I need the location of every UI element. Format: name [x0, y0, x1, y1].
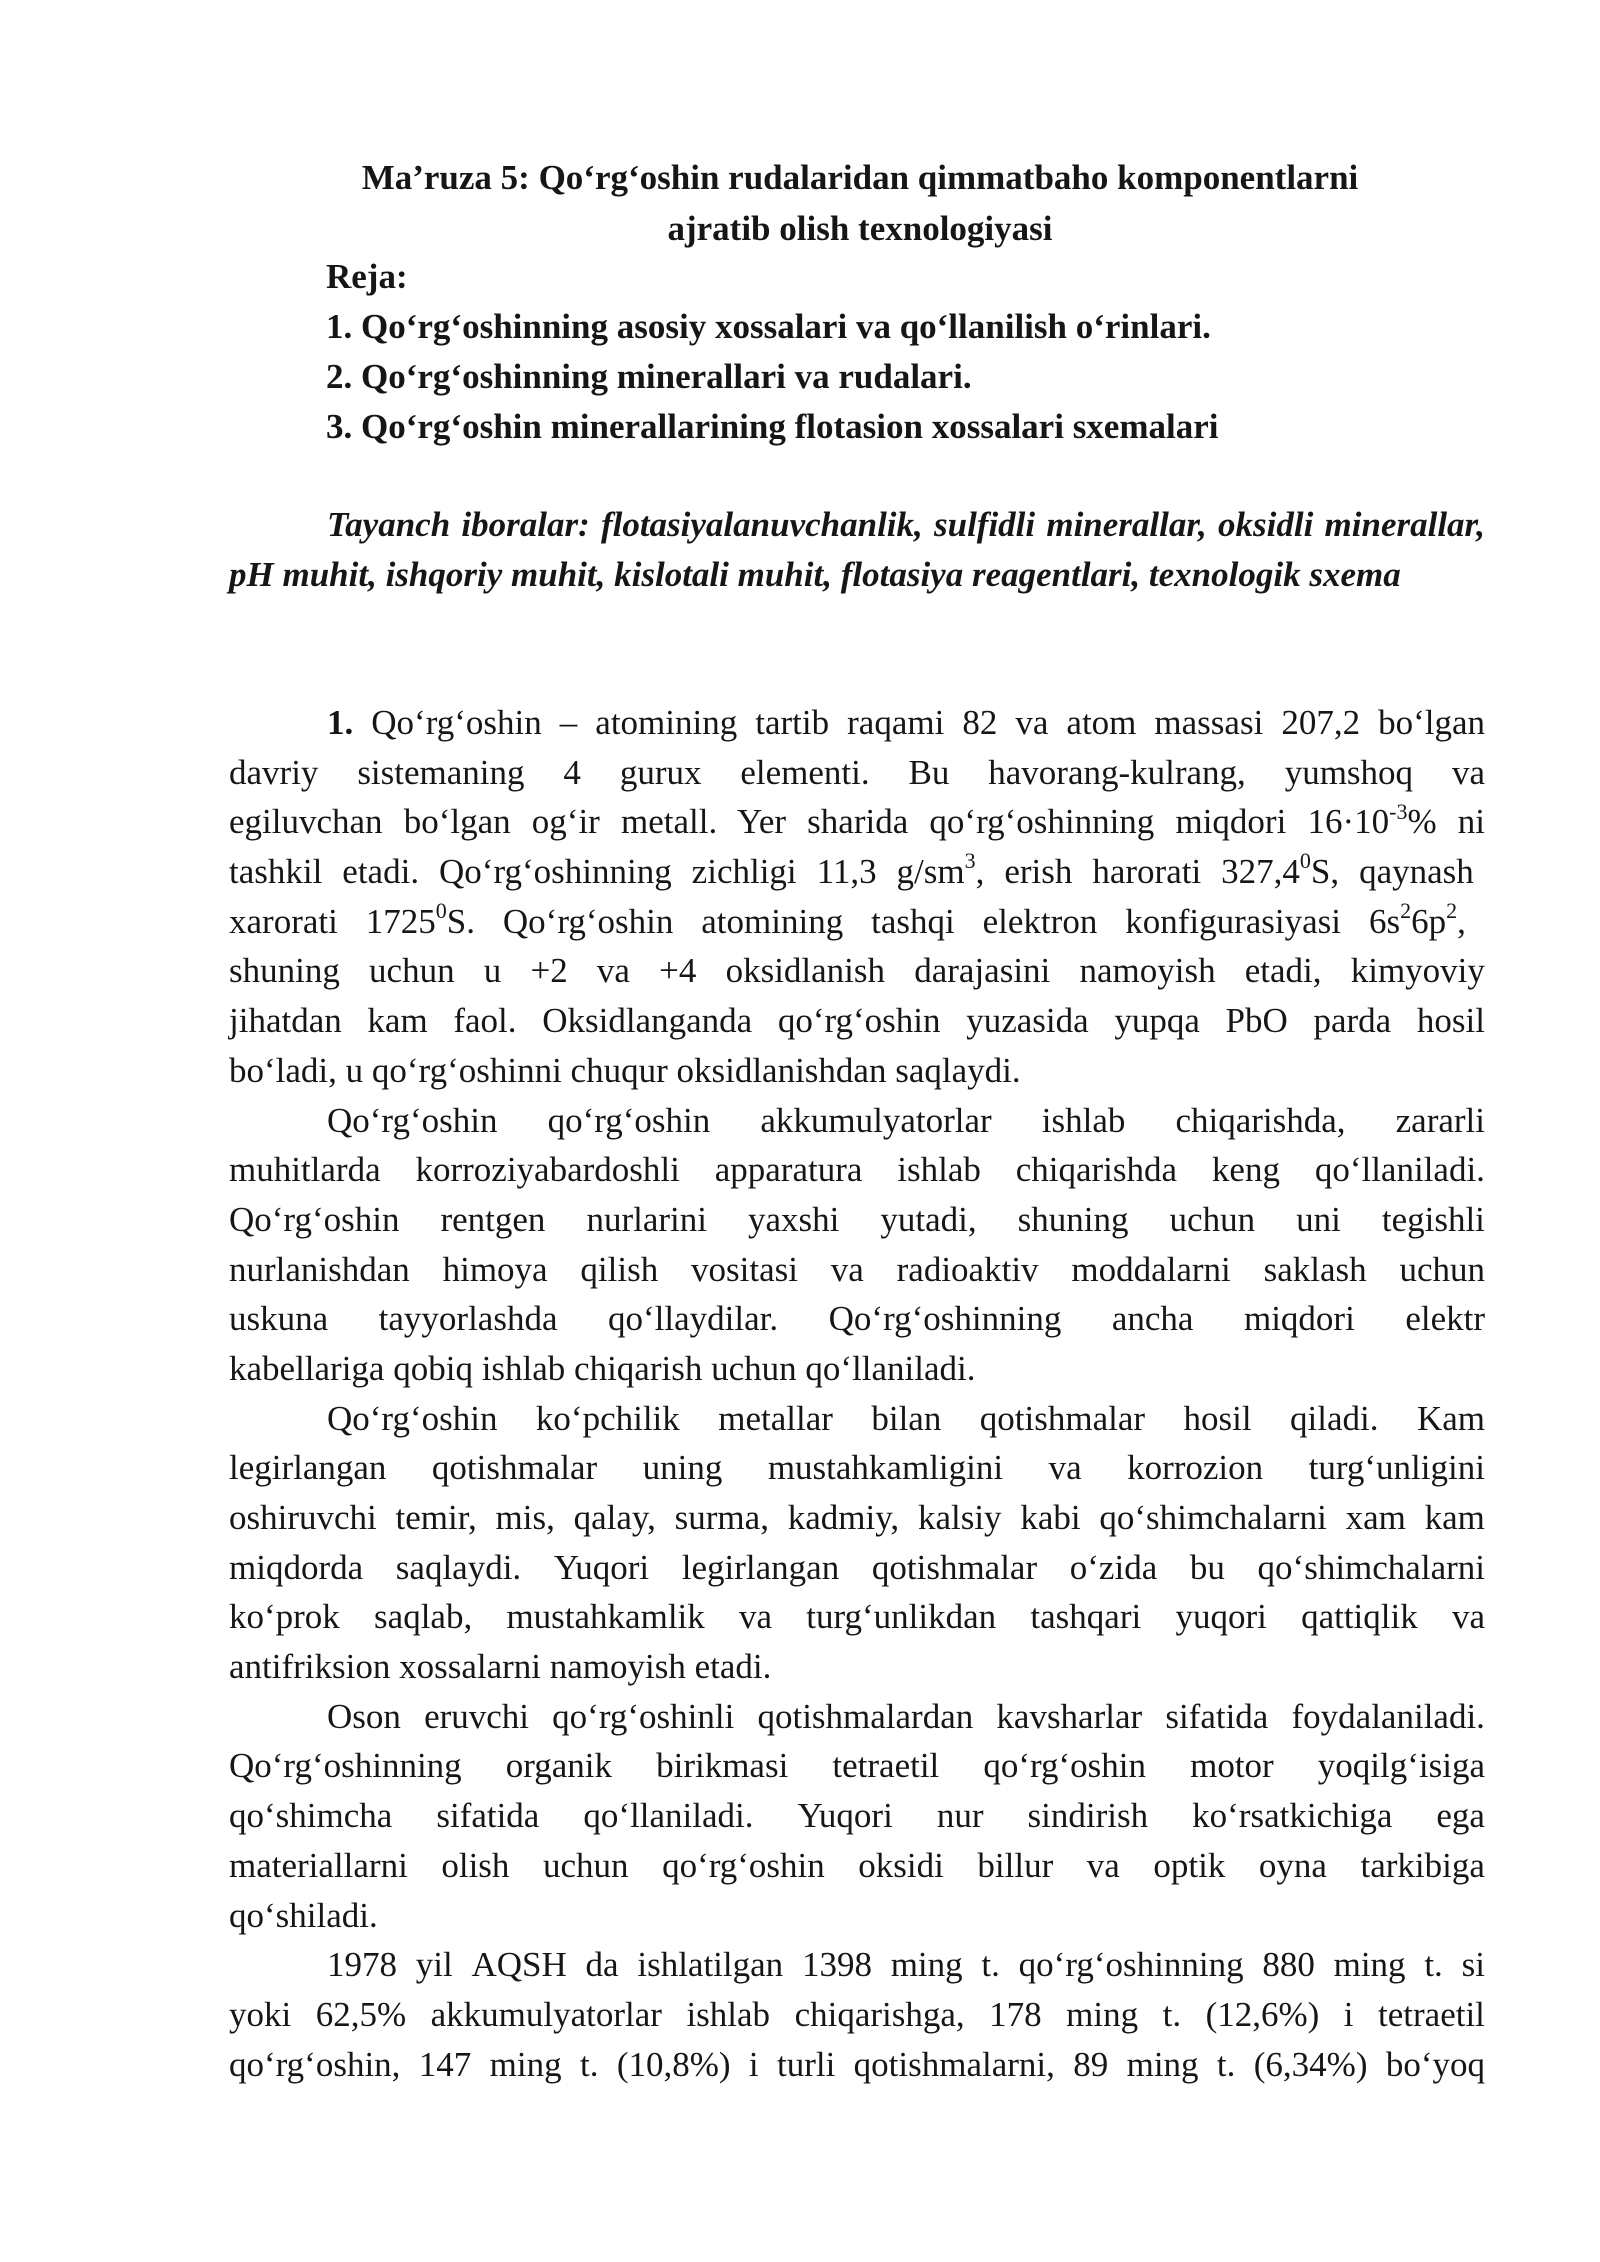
word: saqlaydi. — [395, 1547, 522, 1587]
word: hosil — [1183, 1398, 1252, 1438]
word: Yuqori — [553, 1547, 650, 1587]
word: saqlab, — [374, 1597, 473, 1637]
word: qo‘rg‘oshinning — [1018, 1945, 1244, 1985]
word: Kam — [1416, 1398, 1485, 1438]
word: muhitlarda — [229, 1150, 381, 1190]
line-text: , erish harorati 327,4 — [975, 852, 1300, 892]
line-text: 6p — [1411, 901, 1447, 941]
word: uning — [642, 1448, 723, 1488]
word: t. — [1424, 1945, 1443, 1985]
word: Bu — [908, 752, 950, 792]
word: elektr — [1405, 1299, 1485, 1339]
word: ko‘prok — [229, 1597, 340, 1637]
keywords-paragraph: Tayanch iboralar: flotasiyalanuvchanlik, sulfidli minerallar, oksidli minerallar, pH muhit, ishqoriy muhit, kislotali muhit, flotasiya reagentlari, texnologik sxema — [229, 505, 1485, 594]
word: qotishmalardan — [757, 1696, 974, 1736]
word: shuning — [1017, 1199, 1129, 1239]
word: shuning — [229, 951, 340, 991]
word: Oson — [327, 1696, 401, 1736]
word: chiqarishda — [1015, 1150, 1178, 1190]
word: o‘zida — [1069, 1547, 1158, 1587]
body-text — [229, 698, 1485, 2089]
word: billur — [977, 1845, 1054, 1885]
word: qo‘rg‘oshin — [777, 1001, 941, 1041]
word: eruvchi — [424, 1696, 530, 1736]
word: sifatida — [1165, 1696, 1269, 1736]
title-line-2: ajratib olish texnologiyasi — [667, 209, 1053, 248]
word: etadi, — [1244, 951, 1322, 991]
word: akkumulyatorlar — [760, 1100, 992, 1140]
word: gurux — [619, 752, 702, 792]
word: 178 — [989, 1994, 1042, 2034]
word: yuqori — [1175, 1597, 1267, 1637]
word: uchun — [1399, 1249, 1485, 1289]
word: va — [1451, 1597, 1485, 1637]
word: foydalaniladi. — [1291, 1696, 1485, 1736]
word: optik — [1153, 1845, 1226, 1885]
word: ishlab — [897, 1150, 981, 1190]
word: korroziyabardoshli — [415, 1150, 680, 1190]
word: faol. — [453, 1001, 517, 1041]
word: (6,34%) — [1253, 2044, 1368, 2084]
word: vositasi — [691, 1249, 798, 1289]
word: tetraetil — [832, 1746, 940, 1786]
word: sifatida — [436, 1796, 540, 1836]
word: legirlangan — [681, 1547, 840, 1587]
word: tayyorlashda — [378, 1299, 558, 1339]
word: namoyish — [1079, 951, 1216, 991]
word: ming — [489, 2044, 562, 2084]
word: sistemaning — [357, 752, 525, 792]
word: oyna — [1258, 1845, 1327, 1885]
word: turg‘unlikdan — [806, 1597, 997, 1637]
word: t. — [981, 1945, 1000, 1985]
word: qo‘llaniladi. — [583, 1796, 754, 1836]
word: kam — [1424, 1498, 1485, 1537]
word: 1978 — [327, 1945, 397, 1985]
text-line — [229, 1245, 1485, 1295]
word: mis, — [495, 1498, 555, 1537]
word: akkumulyatorlar — [430, 1994, 662, 2034]
word: si — [1461, 1945, 1485, 1985]
word: kadmiy, — [787, 1498, 900, 1537]
word: va — [739, 1597, 773, 1637]
word: kalsiy — [917, 1498, 1002, 1537]
word: kimyoviy — [1350, 951, 1485, 991]
word: mustahkamlik — [506, 1597, 705, 1637]
word: qo‘shimcha — [229, 1796, 393, 1836]
word: va — [1451, 752, 1485, 792]
word: qo‘rg‘oshinli — [552, 1696, 735, 1736]
word: ishlab — [1041, 1100, 1126, 1140]
word: Qo‘rg‘oshinning — [828, 1299, 1062, 1339]
word: jihatdan — [229, 1001, 342, 1041]
word: darajasini — [914, 951, 1051, 991]
line-text: S. Qo‘rg‘oshin atomining tashqi elektron konfigurasiyasi 6s — [446, 901, 1401, 941]
text-line — [229, 1592, 1485, 1642]
word: bilan — [871, 1398, 942, 1438]
text-line — [229, 1741, 1485, 1791]
word: i — [1343, 1994, 1354, 2034]
text-line — [229, 748, 1485, 798]
word: keng — [1211, 1150, 1280, 1190]
word: 1398 — [801, 1945, 872, 1985]
word: xam — [1345, 1498, 1406, 1537]
section-number: 1. — [327, 703, 354, 742]
line-text: bo‘ladi, u qo‘rg‘oshinni chuqur oksidlanishdan saqlaydi. — [229, 1050, 1021, 1090]
word: yaxshi — [748, 1199, 840, 1239]
word: bu — [1189, 1547, 1225, 1587]
word: Qo‘rg‘oshin — [229, 1199, 400, 1239]
text-line — [229, 698, 1485, 748]
title-line-1: Ma’ruza 5: Qo‘rg‘oshin rudalaridan qimmatbaho komponentlarni — [361, 158, 1359, 197]
word: +2 — [530, 951, 568, 991]
word: radioaktiv — [896, 1249, 1039, 1289]
word: i — [748, 2044, 759, 2084]
word: 62,5% — [315, 1994, 407, 2034]
text-line — [229, 946, 1485, 996]
word: AQSH — [471, 1945, 567, 1985]
word: qotishmalar — [431, 1448, 598, 1488]
word: yoqilg‘isiga — [1317, 1746, 1485, 1786]
word: nurlarini — [586, 1199, 707, 1239]
word: qo‘llaniladi. — [1314, 1150, 1485, 1190]
word: legirlangan — [229, 1448, 387, 1488]
word: qalay, — [573, 1498, 656, 1537]
word: qo‘rg‘oshin — [983, 1746, 1147, 1786]
word: (10,8%) — [616, 2044, 731, 2084]
word: davriy — [229, 752, 319, 792]
word: Oksidlanganda — [542, 1001, 753, 1041]
word: qattiqlik — [1301, 1597, 1418, 1637]
word: apparatura — [714, 1150, 863, 1190]
text-line — [229, 1791, 1485, 1841]
line-text: egiluvchan bo‘lgan og‘ir metall. Yer sharida qo‘rg‘oshinning miqdori 16·10 — [229, 802, 1390, 842]
word: u — [483, 951, 502, 991]
word: qo‘rg‘oshin — [662, 1845, 825, 1885]
word: organik — [505, 1746, 613, 1786]
word: va — [830, 1249, 864, 1289]
word: himoya — [442, 1249, 548, 1289]
word: sindirish — [1027, 1796, 1149, 1836]
word: materiallarni — [229, 1845, 408, 1885]
word: motor — [1190, 1746, 1274, 1786]
text-line — [229, 1294, 1485, 1344]
word: metallar — [718, 1398, 833, 1438]
word: +4 — [659, 951, 697, 991]
word: t. — [1216, 2044, 1236, 2084]
word: zararli — [1395, 1100, 1485, 1140]
word: tashqari — [1030, 1597, 1142, 1637]
word: (12,6%) — [1205, 1994, 1320, 2034]
word: temir, — [395, 1498, 477, 1537]
superscript: 3 — [964, 848, 976, 874]
word: qo‘rg‘oshin, — [229, 2044, 401, 2084]
text-line — [229, 1394, 1485, 1444]
word: kabi — [1020, 1498, 1081, 1537]
text-line — [229, 1195, 1485, 1245]
text-line — [229, 996, 1485, 1046]
word: Qo‘rg‘oshin — [327, 1100, 498, 1140]
line-text: qo‘shiladi. — [229, 1895, 378, 1935]
superscript: 2 — [1400, 898, 1412, 924]
word: tarkibiga — [1360, 1845, 1485, 1885]
word: 4 — [563, 752, 581, 792]
word: da — [585, 1945, 619, 1985]
word: va — [1048, 1448, 1082, 1488]
word: kavsharlar — [996, 1696, 1143, 1736]
word: PbO — [1225, 1001, 1288, 1041]
line-text: tashkil etadi. Qo‘rg‘oshinning zichligi 11,3 g/sm — [229, 852, 965, 892]
word: uchun — [1169, 1199, 1256, 1239]
word: ming — [890, 1945, 963, 1985]
word: 89 — [1073, 2044, 1109, 2084]
text-line — [229, 1841, 1485, 1891]
text-line — [229, 1891, 1485, 1941]
word: oshiruvchi — [229, 1498, 377, 1537]
line-text: , — [1457, 901, 1466, 941]
text-line — [229, 1692, 1485, 1742]
text-line — [229, 1493, 1485, 1543]
line-text: kabellariga qobiq ishlab chiqarish uchun qo‘llaniladi. — [229, 1348, 976, 1388]
word: ishlatilgan — [637, 1945, 784, 1985]
word: hosil — [1416, 1001, 1485, 1041]
word: korrozion — [1127, 1448, 1264, 1488]
superscript: 0 — [1299, 848, 1311, 874]
word: oksidlanish — [725, 951, 886, 991]
word: surma, — [674, 1498, 769, 1537]
text-line — [229, 2040, 1485, 2090]
word: qotishmalar — [979, 1398, 1146, 1438]
word: tegishli — [1381, 1199, 1485, 1239]
word: qo‘shimchalarni — [1099, 1498, 1327, 1537]
word: rentgen — [440, 1199, 546, 1239]
word: ko‘rsatkichiga — [1192, 1796, 1393, 1836]
word: Qo‘rg‘oshin — [327, 1398, 498, 1438]
superscript: 2 — [1446, 898, 1458, 924]
word: yoki — [229, 1994, 292, 2034]
word: turg‘unligini — [1308, 1448, 1485, 1488]
word: uchun — [369, 951, 455, 991]
text-line — [229, 897, 1485, 947]
lecture-title — [230, 152, 1490, 254]
word: saklash — [1263, 1249, 1367, 1289]
word: nur — [936, 1796, 984, 1836]
word: uchun — [542, 1845, 629, 1885]
word: ancha — [1111, 1299, 1194, 1339]
superscript: 0 — [435, 898, 447, 924]
word: oksidi — [858, 1845, 944, 1885]
text-line — [229, 1145, 1485, 1195]
word: va — [596, 951, 630, 991]
word: parda — [1313, 1001, 1392, 1041]
line-text: S, qaynash — [1310, 852, 1474, 892]
word: elementi. — [740, 752, 870, 792]
word: Qo‘rg‘oshinning — [229, 1746, 462, 1786]
word: havorang-kulrang, — [988, 752, 1246, 792]
word: yupqa — [1114, 1001, 1200, 1041]
superscript: -3 — [1389, 798, 1408, 824]
word: qotishmalar — [871, 1547, 1038, 1587]
word: olish — [441, 1845, 510, 1885]
text-line — [229, 1443, 1485, 1493]
word: yumshoq — [1284, 752, 1414, 792]
line-text: antifriksion xossalarni namoyish etadi. — [229, 1647, 772, 1687]
word: qo‘llaydilar. — [608, 1299, 779, 1339]
word: miqdori — [1243, 1299, 1355, 1339]
text-line — [229, 1642, 1485, 1692]
plan-heading: Reja: — [326, 257, 408, 296]
word: mustahkamligini — [767, 1448, 1004, 1488]
word: yutadi, — [880, 1199, 977, 1239]
word: va — [1086, 1845, 1120, 1885]
word: ko‘pchilik — [535, 1398, 680, 1438]
word: qo‘shimchalarni — [1257, 1547, 1485, 1587]
text-line — [229, 1344, 1485, 1394]
text-line — [229, 1046, 1485, 1096]
line-text: % ni — [1407, 802, 1485, 842]
word: 147 — [418, 2044, 472, 2084]
text-line — [229, 1940, 1485, 1990]
word: nurlanishdan — [229, 1249, 410, 1289]
word: Yuqori — [797, 1796, 893, 1836]
word: uni — [1296, 1199, 1341, 1239]
word: ming — [1066, 1994, 1139, 2034]
word: chiqarishda, — [1175, 1100, 1346, 1140]
word: uskuna — [229, 1299, 329, 1339]
text-line — [229, 847, 1485, 897]
word: ishlab — [686, 1994, 771, 2034]
plan-item-2: 2. Qo‘rg‘oshinning minerallari va rudalari. — [326, 357, 972, 396]
word: 880 — [1262, 1945, 1315, 1985]
word: moddalarni — [1071, 1249, 1231, 1289]
word: kam — [367, 1001, 428, 1041]
word: chiqarishga, — [794, 1994, 965, 2034]
word: ming — [1333, 1945, 1406, 1985]
word: birikmasi — [656, 1746, 789, 1786]
word: qiladi. — [1290, 1398, 1379, 1438]
word: qilish — [580, 1249, 659, 1289]
word: bo‘yoq — [1385, 2044, 1485, 2084]
word: t. — [579, 2044, 599, 2084]
plan-item-1: 1. Qo‘rg‘oshinning asosiy xossalari va qo‘llanilish o‘rinlari. — [326, 307, 1211, 346]
word: qo‘rg‘oshin — [547, 1100, 711, 1140]
plan-section — [326, 252, 1218, 452]
word: qotishmalarni, — [853, 2044, 1055, 2084]
word: miqdorda — [229, 1547, 364, 1587]
text-line — [229, 797, 1485, 847]
line-text: Qo‘rg‘oshin – atomining tartib raqami 82 va atom massasi 207,2 bo‘lgan — [371, 703, 1486, 742]
word: yil — [415, 1945, 453, 1985]
word: turli — [776, 2044, 836, 2084]
word: tetraetil — [1378, 1994, 1485, 2034]
text-line — [229, 1990, 1485, 2040]
word: t. — [1162, 1994, 1182, 2034]
word: ming — [1126, 2044, 1199, 2084]
word: yuzasida — [966, 1001, 1089, 1041]
text-line — [229, 1543, 1485, 1593]
line-text: xarorati 1725 — [229, 901, 436, 941]
word: ega — [1436, 1796, 1485, 1836]
text-line — [229, 1096, 1485, 1146]
plan-item-3: 3. Qo‘rg‘oshin minerallarining flotasion xossalari sxemalari — [326, 407, 1219, 446]
